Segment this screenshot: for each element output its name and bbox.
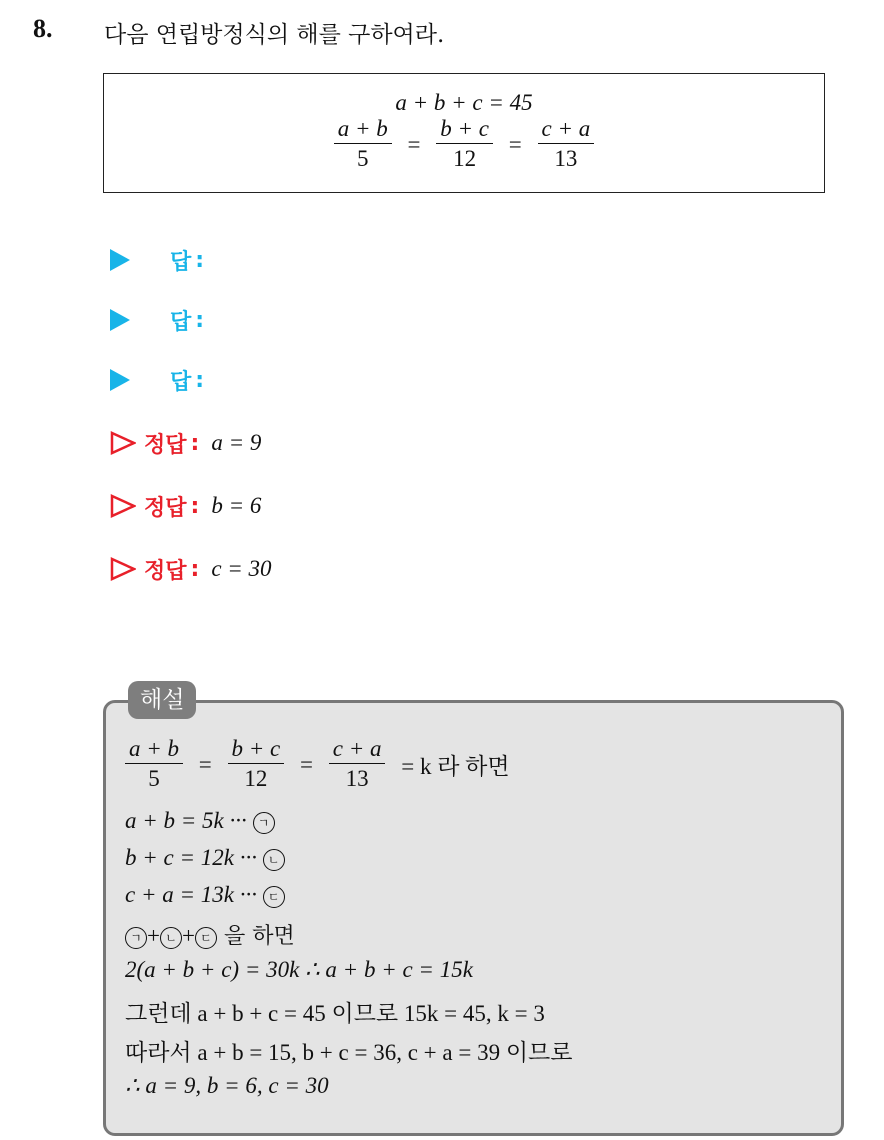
solution-line-4: c + a = 13k ··· ㄷ xyxy=(125,882,285,908)
solution-line-8: 따라서 a + b = 15, b + c = 36, c + a = 39 이므로 xyxy=(125,1040,573,1065)
answer-row-2[interactable]: 답 : xyxy=(110,303,204,337)
fraction-bc-12: $\frac{b + c}{12}$ xyxy=(436,116,493,173)
answer-row-1[interactable]: 답 : xyxy=(110,243,204,277)
solution-line-1: $\frac{a + b}{5}$ = $\frac{b + c}{12}$ = $\frac{c + a}{13}$ = k 라 하면 xyxy=(125,736,516,793)
correct-answer-2: 정답 : b = 6 xyxy=(110,489,261,523)
circled-digeut-icon: ㄷ xyxy=(263,886,285,908)
answer-row-3[interactable]: 답 : xyxy=(110,363,204,397)
circled-digeut-icon: ㄷ xyxy=(195,927,217,949)
circled-nieun-icon: ㄴ xyxy=(160,927,182,949)
correct-answer-1: 정답 : a = 9 xyxy=(110,426,261,460)
solution-line-3: b + c = 12k ··· ㄴ xyxy=(125,845,285,871)
triangle-marker-icon xyxy=(110,309,130,331)
solution-line-7: 그런데 a + b + c = 45 이므로 15k = 45, k = 3 xyxy=(125,1001,545,1026)
question-number: 8. xyxy=(33,14,53,43)
circled-nieun-icon: ㄴ xyxy=(263,849,285,871)
solution-line-5: ㄱ + ㄴ + ㄷ 을 하면 xyxy=(125,919,295,950)
triangle-marker-icon xyxy=(110,249,130,271)
triangle-outline-icon xyxy=(110,494,136,518)
solution-line-6: 2(a + b + c) = 30k ∴ a + b + c = 15k xyxy=(125,957,473,982)
triangle-marker-icon xyxy=(110,369,130,391)
solution-tab: 해설 xyxy=(128,681,196,719)
fraction-ca-13: $\frac{c + a}{13}$ xyxy=(538,116,595,173)
equation-line-1: a + b + c = 45 xyxy=(395,90,533,115)
triangle-outline-icon xyxy=(110,431,136,455)
equation-box xyxy=(103,73,825,193)
triangle-outline-icon xyxy=(110,557,136,581)
solution-line-9: ∴ a = 9, b = 6, c = 30 xyxy=(125,1073,329,1098)
correct-answer-3: 정답 : c = 30 xyxy=(110,552,272,586)
circled-giyeok-icon: ㄱ xyxy=(253,812,275,834)
question-text: 다음 연립방정식의 해를 구하여라. xyxy=(104,22,445,48)
solution-line-2: a + b = 5k ··· ㄱ xyxy=(125,808,275,834)
equation-line-2: $\frac{a + b}{5}$ = $\frac{b + c}{12}$ = $\frac{c + a}{13}$ xyxy=(104,116,824,173)
fraction-ab-5: $\frac{a + b}{5}$ xyxy=(334,116,392,173)
circled-giyeok-icon: ㄱ xyxy=(125,927,147,949)
